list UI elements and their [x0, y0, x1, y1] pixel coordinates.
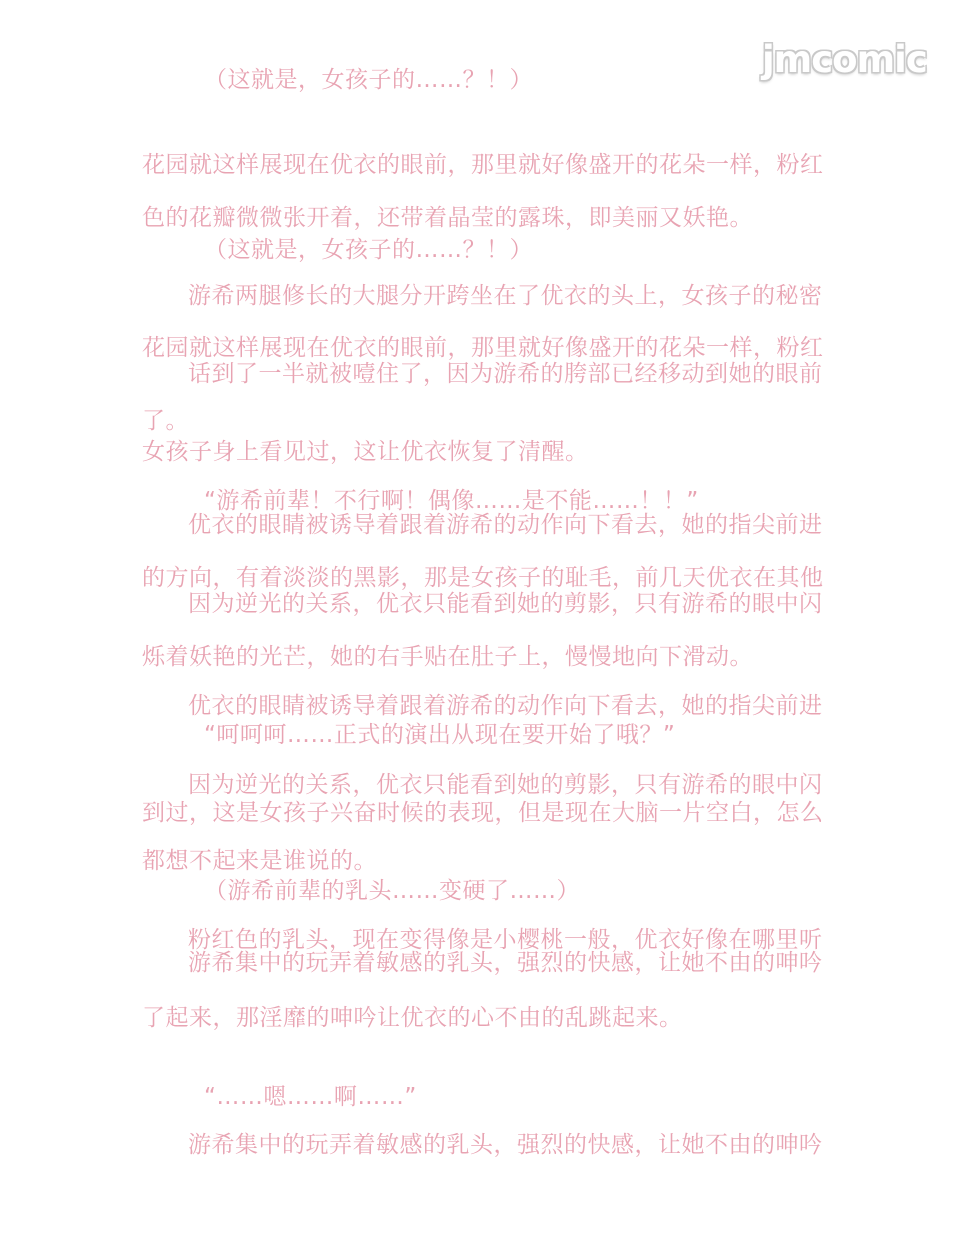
- text-line: 因为逆光的关系，优衣只能看到她的剪影，只有游希的眼中闪: [188, 591, 823, 617]
- text-line: 女孩子身上看见过，这让优衣恢复了清醒。: [142, 439, 589, 465]
- text-line: 优衣的眼睛被诱导着跟着游希的动作向下看去，她的指尖前进: [188, 512, 823, 538]
- text-line: 色的花瓣微微张开着，还带着晶莹的露珠，即美丽又妖艳。: [142, 205, 753, 231]
- text-line: （游希前辈的乳头……变硬了……）: [204, 878, 580, 904]
- text-line: 花园就这样展现在优衣的眼前，那里就好像盛开的花朵一样，粉红: [142, 152, 824, 178]
- text-line: 到过，这是女孩子兴奋时候的表现，但是现在大脑一片空白，怎么: [142, 800, 824, 826]
- text-line: 话到了一半就被噎住了，因为游希的胯部已经移动到她的眼前: [188, 361, 823, 387]
- text-line: 了。: [142, 408, 189, 434]
- text-line: “……嗯……啊……”: [204, 1084, 417, 1110]
- jmcomic-watermark-logo: jmcomic: [762, 38, 927, 81]
- text-line: 因为逆光的关系，优衣只能看到她的剪影，只有游希的眼中闪: [188, 772, 823, 798]
- text-line: “游希前辈！不行啊！偶像……是不能……！！”: [204, 488, 699, 514]
- text-line: 优衣的眼睛被诱导着跟着游希的动作向下看去，她的指尖前进: [188, 693, 823, 719]
- text-line: 游希两腿修长的大腿分开跨坐在了优衣的头上，女孩子的秘密: [188, 283, 823, 309]
- text-line: 粉红色的乳头，现在变得像是小樱桃一般，优衣好像在哪里听: [188, 927, 823, 953]
- text-line: （这就是，女孩子的……？！）: [204, 67, 533, 93]
- text-line: 游希集中的玩弄着敏感的乳头，强烈的快感，让她不由的呻吟: [188, 1132, 823, 1158]
- text-line: 游希集中的玩弄着敏感的乳头，强烈的快感，让她不由的呻吟: [188, 950, 823, 976]
- text-line: （这就是，女孩子的……？！）: [204, 237, 533, 263]
- text-line: 的方向，有着淡淡的黑影，那是女孩子的耻毛，前几天优衣在其他: [142, 565, 824, 591]
- text-line: 都想不起来是谁说的。: [142, 848, 377, 874]
- text-line: “呵呵呵……正式的演出从现在要开始了哦？”: [204, 722, 676, 748]
- text-line: 烁着妖艳的光芒，她的右手贴在肚子上，慢慢地向下滑动。: [142, 644, 753, 670]
- text-line: 花园就这样展现在优衣的眼前，那里就好像盛开的花朵一样，粉红: [142, 335, 824, 361]
- text-line: 了起来，那淫靡的呻吟让优衣的心不由的乱跳起来。: [142, 1005, 683, 1031]
